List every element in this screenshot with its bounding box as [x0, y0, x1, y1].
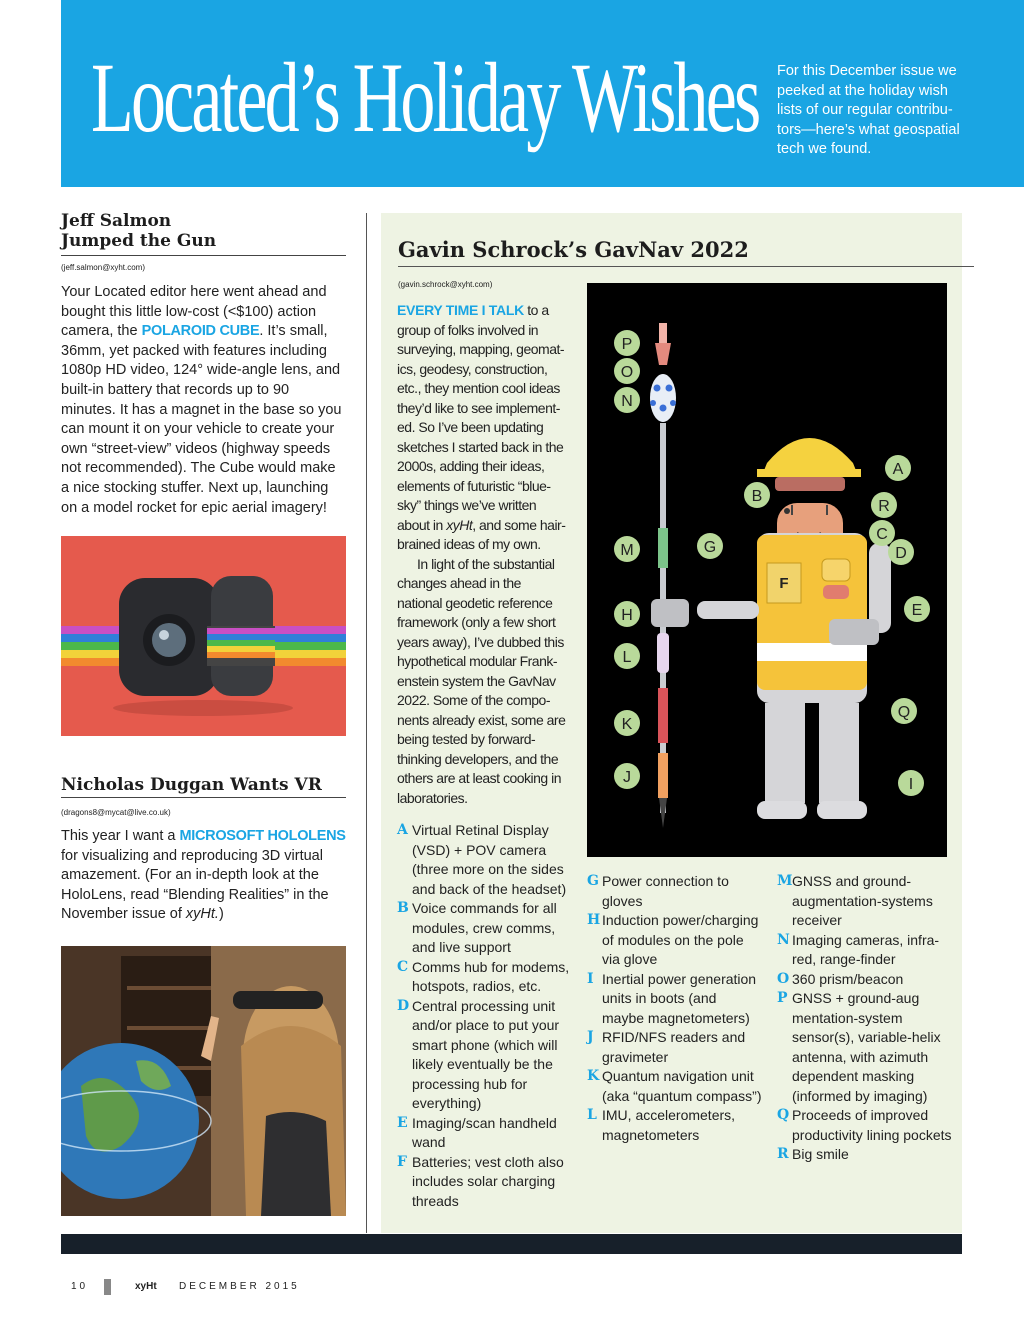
legend-item: [777, 1106, 952, 1145]
gavin-para1-italic: xyHt: [446, 516, 473, 533]
diagram-label-d: D: [895, 545, 907, 562]
polaroid-cube-photo: [61, 536, 346, 736]
nicholas-italic: xyHt.: [185, 906, 219, 923]
diagram-label-r: R: [878, 498, 890, 515]
legend-letter: R: [777, 1146, 789, 1162]
gavin-para1: [397, 301, 569, 555]
legend-text: Imaging cameras, infrared, range-finder: [792, 931, 940, 967]
legend-item: [587, 872, 762, 911]
legend-item: [587, 1106, 762, 1145]
nicholas-text-middle: for visualizing and reproducing 3D virtual amazement. (For an in-depth look at the HoloLens, read “Blending Realities” in the November issue of: [61, 847, 329, 923]
legend-letter: E: [397, 1114, 408, 1131]
legend-col-2: [587, 872, 762, 1145]
legend-letter: G: [587, 873, 599, 889]
nicholas-text-before: This year I want a: [61, 828, 180, 844]
hololens-photo: [61, 946, 346, 1216]
legend-item: [777, 1145, 952, 1165]
microsoft-hololens-link[interactable]: MICROSOFT HOLOLENS: [179, 828, 346, 844]
diagram-label-i: I: [908, 776, 914, 793]
hololens-illustration: [61, 946, 346, 1216]
jeff-text-after: . It’s small, 36mm, yet packed with features including 1080p HD video, 124° wide-angle lens, and built-in battery that records up to 90 minutes. It has a magnet in the base so you can mount it on your vehicle to create your own “street-view” videos (highway speeds not recommended). The Cube would make a nice stocking stuffer. Next up, launching on a model rocket for epic aerial imagery!: [61, 323, 342, 516]
jeff-heading: [61, 211, 346, 256]
gavnav-illustration: [587, 283, 947, 857]
nicholas-body: [61, 827, 346, 925]
diagram-label-o: O: [620, 364, 634, 381]
legend-text: 360 prism/beacon: [792, 970, 904, 987]
legend-col-3: [777, 872, 952, 1165]
legend-text: Proceeds of improved productivity lining pockets: [792, 1107, 952, 1143]
legend-item: [587, 911, 762, 970]
jeff-email: (jeff.salmon@xyht.com): [61, 263, 145, 272]
jeff-body: [61, 283, 346, 518]
legend-text: GNSS + ground-aug mentation-system sensor(s), variable-helix antenna, with azimuth dependent masking (informed by imaging): [792, 990, 941, 1104]
legend-letter: O: [777, 970, 790, 987]
legend-letter: Q: [777, 1107, 790, 1123]
legend-item: [777, 989, 952, 1106]
jeff-text-before: Your Located editor here went ahead and bought this little low-cost (<$100) action camera, the: [61, 284, 327, 340]
legend-text: Quantum navigation unit (aka “quantum compass”): [602, 1068, 762, 1104]
legend-item: [587, 1028, 762, 1067]
gavin-heading-block: [398, 236, 974, 267]
legend-letter: M: [777, 873, 793, 889]
page-number: 10: [71, 1281, 89, 1292]
legend-text: Induction power/charging of modules on the pole via glove: [602, 912, 759, 967]
diagram-label-g: G: [703, 539, 717, 556]
diagram-label-m: M: [620, 542, 634, 559]
legend-item: [587, 1067, 762, 1106]
legend-letter: H: [587, 912, 601, 928]
legend-item: [397, 899, 572, 958]
gavin-email: (gavin.schrock@xyht.com): [398, 280, 493, 289]
legend-text: GNSS and ground-augmentation-systems receiver: [792, 873, 933, 928]
legend-text: Comms hub for modems, hotspots, radios, etc.: [412, 958, 570, 994]
footer-date: DECEMBER 2015: [179, 1281, 300, 1292]
legend-item: [397, 1153, 572, 1212]
legend-letter: J: [587, 1029, 594, 1045]
legend-col-1: [397, 821, 572, 1211]
legend-item: [397, 997, 572, 1114]
gavin-para2: In light of the substantial changes ahead in the national geodetic reference framework (only a few short years away), I’ve dubbed this hypothetical modular Frankenstein system the GavNav 2022. Some of the components already exist, some are being tested by forward-thinking developers, and the others are at least cooking in laboratories.: [397, 555, 566, 806]
legend-item: [397, 1114, 572, 1153]
legend-letter: K: [587, 1068, 600, 1084]
legend-letter: N: [777, 931, 790, 948]
gavnav-diagram: [587, 283, 947, 857]
legend-letter: B: [397, 900, 409, 916]
diagram-label-f: F: [779, 575, 789, 592]
gavin-para1-a: to a group of folks involved in surveying, mapping, geomatics, geodesy, construction, etc., they mention cool ideas they’d like to see implemented. So I’ve been updating sketches I started back in the 2000s, adding their ideas, elements of futuristic “blue-sky” things we’ve written about in: [397, 302, 565, 533]
legend-letter: C: [397, 958, 409, 975]
legend-item: [397, 958, 572, 997]
legend-text: RFID/NFS readers and gravimeter: [602, 1029, 746, 1065]
jeff-heading-line1: Jeff Salmon: [61, 211, 172, 231]
diagram-label-l: L: [622, 649, 632, 666]
bottom-bar: [61, 1234, 962, 1254]
nicholas-text-after: ): [218, 906, 224, 923]
legend-letter: P: [777, 990, 788, 1006]
gavin-heading: Gavin Schrock’s GavNav 2022: [398, 237, 749, 262]
polaroid-cube-link[interactable]: POLAROID CUBE: [141, 323, 260, 340]
column-divider: [366, 213, 367, 1233]
header-banner: [61, 0, 1024, 187]
legend-item: [777, 872, 952, 931]
legend-text: Inertial power generation units in boots (and maybe magnetometers): [602, 970, 757, 1026]
diagram-label-j: J: [623, 769, 631, 786]
legend-text: IMU, accelerometers, magnetometers: [602, 1107, 736, 1143]
legend-item: [777, 931, 952, 970]
diagram-label-q: Q: [897, 704, 911, 721]
gavin-para1-b: , and some hair-brained ideas of my own.: [397, 516, 566, 552]
legend-letter: I: [587, 970, 594, 987]
legend-text: Central processing unit and/or place to put your smart phone (which will likely eventually be the processing hub for everything): [412, 997, 560, 1111]
legend-item: [777, 970, 952, 990]
legend-letter: F: [397, 1153, 407, 1170]
legend-text: Voice commands for all modules, crew comms, and live support: [412, 900, 557, 955]
legend-letter: D: [397, 997, 410, 1014]
legend-letter: L: [587, 1107, 597, 1123]
diagram-label-h: H: [621, 607, 633, 624]
nicholas-heading-block: [61, 775, 346, 798]
header-intro: For this December issue we peeked at the holiday wish lists of our regular contributors—here’s what geospatial tech we found.: [777, 63, 960, 157]
legend-text: Virtual Retinal Display (VSD) + POV camera (three more on the sides and back of the headset): [412, 822, 567, 897]
diagram-label-c: C: [876, 526, 888, 543]
footer-magazine: xyHt: [135, 1281, 157, 1292]
nicholas-email: (dragons8@mycat@live.co.uk): [61, 808, 171, 817]
legend-text: Imaging/scan handheld wand: [412, 1114, 557, 1150]
page-title: Located’s Holiday Wishes: [91, 42, 759, 153]
legend-text: Batteries; vest cloth also includes solar charging threads: [412, 1153, 564, 1209]
jeff-heading-line2: Jumped the Gun: [61, 231, 217, 251]
legend-text: Power connection to gloves: [602, 873, 729, 909]
diagram-label-a: A: [892, 461, 904, 478]
diagram-label-b: B: [751, 488, 763, 505]
diagram-label-n: N: [621, 393, 633, 410]
legend-item: [587, 970, 762, 1029]
footer-divider: [104, 1279, 111, 1295]
legend-text: Big smile: [792, 1146, 849, 1162]
diagram-label-p: P: [621, 336, 633, 353]
gavin-lead: EVERY TIME I TALK: [397, 302, 524, 318]
legend-letter: A: [397, 822, 408, 838]
polaroid-cube-illustration: [61, 536, 346, 736]
legend-item: [397, 821, 572, 899]
nicholas-heading: Nicholas Duggan Wants VR: [61, 775, 322, 795]
diagram-label-e: E: [911, 602, 923, 619]
gavin-body: [397, 301, 569, 808]
diagram-label-k: K: [621, 716, 633, 733]
